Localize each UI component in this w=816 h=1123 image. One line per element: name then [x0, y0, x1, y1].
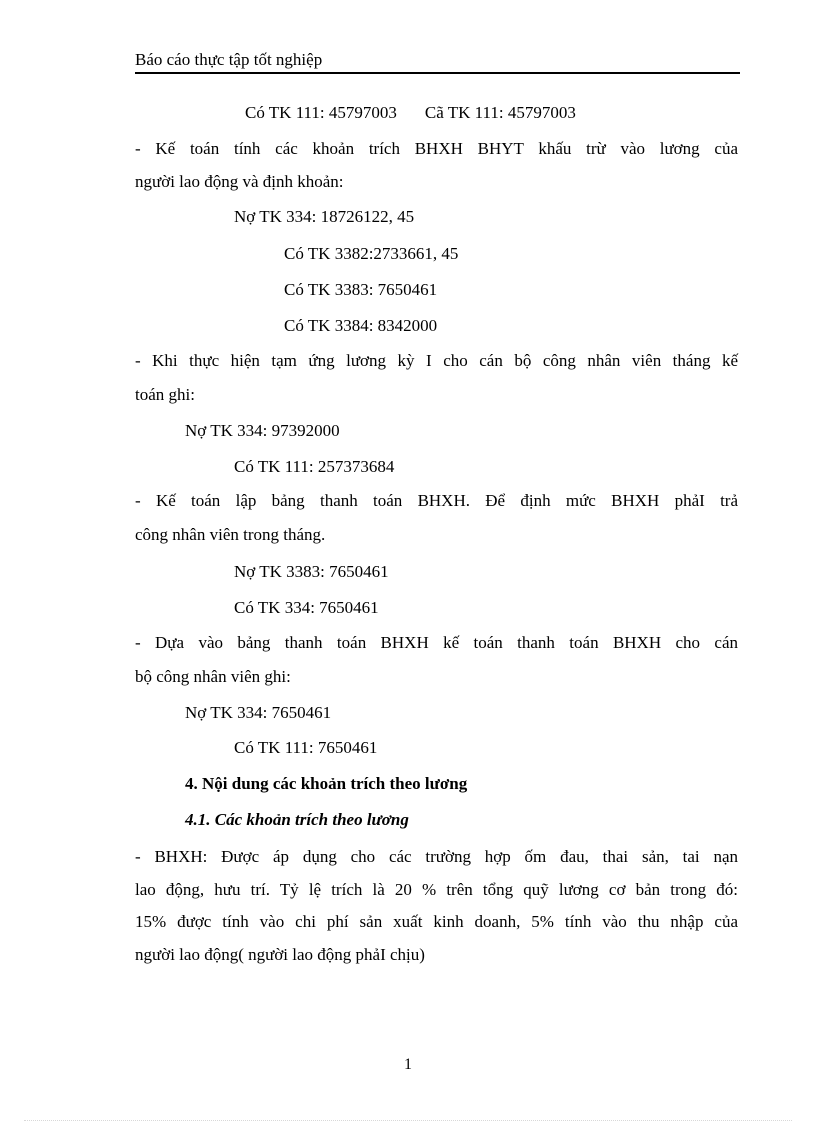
paragraph-2-line-1: - Khi thực hiện tạm ứng lương kỳ I cho cán bộ công nhân viên tháng kế	[135, 351, 738, 370]
entry-credit-334: Có TK 334: 7650461	[234, 598, 379, 617]
document-header	[135, 48, 740, 74]
entry-debit-334-bhxh: Nợ TK 334: 7650461	[185, 703, 332, 722]
entry-credit-3382: Có TK 3382:2733661, 45	[284, 244, 459, 263]
paragraph-4-line-2: bộ công nhân viên ghi:	[135, 667, 291, 686]
paragraph-3-line-2: công nhân viên trong tháng.	[135, 525, 326, 544]
entry-debit-334-advance: Nợ TK 334: 97392000	[185, 421, 340, 440]
entry-line	[245, 102, 576, 124]
paragraph-1-line-1: - Kế toán tính các khoản trích BHXH BHYT khấu trừ vào lương của	[135, 139, 738, 158]
paragraph-5-line-2: lao động, hưu trí. Tỷ lệ trích là 20 % trên tổng quỹ lương cơ bản trong đó:	[135, 880, 738, 899]
paragraph-2-line-2: toán ghi:	[135, 385, 195, 404]
entry-credit-111: Có TK 111: 45797003	[245, 103, 397, 122]
paragraph-1-line-2: người lao động và định khoản:	[135, 172, 344, 191]
paragraph-5-line-3: 15% được tính vào chi phí sản xuất kinh doanh, 5% tính vào thu nhập của	[135, 912, 738, 931]
subsection-heading-4-1: 4.1. Các khoản trích theo lương	[185, 810, 409, 829]
entry-credit-111-advance: Có TK 111: 257373684	[234, 457, 395, 476]
page-bottom-border	[24, 1120, 792, 1121]
entry-debit-3383: Nợ TK 3383: 7650461	[234, 562, 389, 581]
entry-debit-334: Nợ TK 334: 18726122, 45	[234, 207, 415, 226]
page-number: 1	[404, 1056, 412, 1073]
entry-credit-111-duplicate: Cã TK 111: 45797003	[424, 103, 576, 122]
paragraph-4-line-1: - Dựa vào bảng thanh toán BHXH kế toán thanh toán BHXH cho cán	[135, 633, 738, 652]
entry-credit-3384: Có TK 3384: 8342000	[284, 316, 438, 335]
header-title: Báo cáo thực tập tốt nghiệp	[135, 50, 323, 69]
paragraph-5-line-4: người lao động( người lao động phảI chịu)	[135, 945, 425, 964]
entry-credit-3383: Có TK 3383: 7650461	[284, 280, 438, 299]
paragraph-5-line-1: - BHXH: Được áp dụng cho các trường hợp ốm đau, thai sản, tai nạn	[135, 847, 738, 866]
section-heading-4: 4. Nội dung các khoản trích theo lương	[185, 774, 468, 793]
entry-credit-111-bhxh: Có TK 111: 7650461	[234, 738, 378, 757]
paragraph-3-line-1: - Kế toán lập bảng thanh toán BHXH. Để định mức BHXH phảI trả	[135, 491, 738, 510]
